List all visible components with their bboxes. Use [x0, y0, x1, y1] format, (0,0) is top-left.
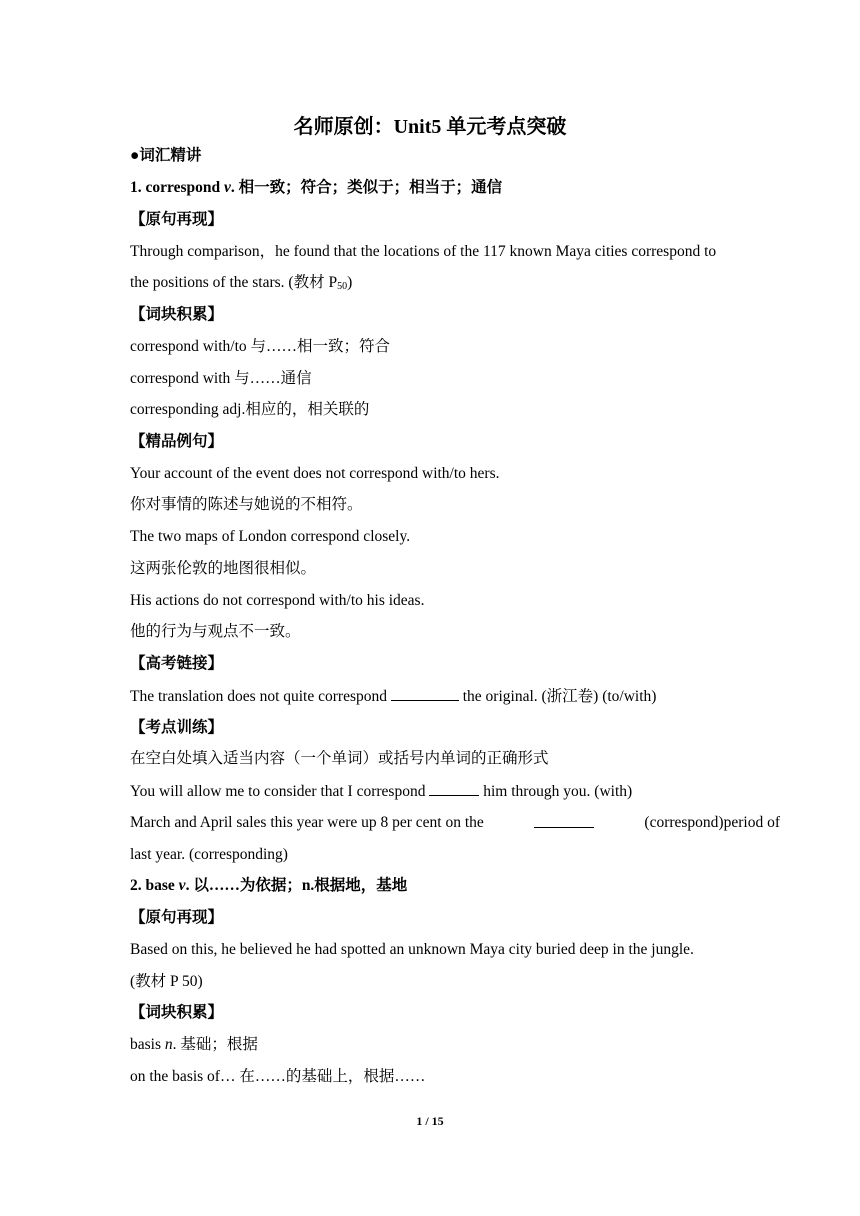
example-en: The two maps of London correspond closely.: [130, 528, 411, 545]
gaokao-sentence: The translation does not quite correspond the original. (浙江卷) (to/with): [130, 688, 657, 705]
tag-word-chunks: 【词块积累】: [130, 306, 224, 323]
tag-original-sentence: 【原句再现】: [130, 909, 224, 926]
tag-gaokao-link: 【高考链接】: [130, 655, 224, 672]
example-zh: 你对事情的陈述与她说的不相符。: [130, 496, 363, 513]
answer-blank[interactable]: [534, 813, 594, 828]
example-en: Your account of the event does not correspond with/to hers.: [130, 465, 500, 482]
practice-question: March and April sales this year were up 8 per cent on the (correspond)period of: [130, 814, 780, 831]
section-heading: ●词汇精讲: [130, 147, 202, 164]
tag-original-sentence: 【原句再现】: [130, 211, 224, 228]
example-en: His actions do not correspond with/to his ideas.: [130, 592, 425, 609]
original-sentence-line: the positions of the stars. (教材 $P_{50}$): [130, 274, 353, 292]
practice-question-cont: last year. (corresponding): [130, 846, 288, 863]
original-sentence-line: Based on this, he believed he had spotted an unknown Maya city buried deep in the jungle.: [130, 941, 694, 958]
tag-examples: 【精品例句】: [130, 433, 224, 450]
chunk-line: correspond with/to 与……相一致；符合: [130, 338, 391, 355]
page-title: 名师原创：Unit5 单元考点突破: [293, 116, 567, 138]
original-sentence-line: Through comparison，he found that the locations of the 117 known Maya cities correspond to: [130, 243, 717, 260]
chunk-line: basis n. 基础；根据: [130, 1036, 258, 1053]
entry-heading-correspond: 1. correspond v. 相一致；符合；类似于；相当于；通信: [130, 179, 503, 196]
page-number: 1 / 15: [416, 1114, 444, 1128]
tag-practice: 【考点训练】: [130, 719, 224, 736]
example-zh: 这两张伦敦的地图很相似。: [130, 560, 317, 577]
tag-word-chunks: 【词块积累】: [130, 1004, 224, 1021]
practice-question: You will allow me to consider that I correspond him through you. (with): [130, 783, 633, 800]
answer-blank[interactable]: [391, 686, 459, 701]
chunk-line: correspond with 与……通信: [130, 370, 312, 387]
answer-blank[interactable]: [429, 781, 479, 796]
practice-instruction: 在空白处填入适当内容（一个单词）或括号内单词的正确形式: [130, 750, 549, 767]
chunk-line: on the basis of… 在……的基础上，根据……: [130, 1068, 426, 1085]
original-sentence-line: (教材 P 50): [130, 973, 203, 990]
chunk-line: corresponding adj.相应的，相关联的: [130, 401, 370, 418]
example-zh: 他的行为与观点不一致。: [130, 623, 301, 640]
entry-heading-base: 2. base v. 以……为依据；n.根据地，基地: [130, 877, 408, 894]
